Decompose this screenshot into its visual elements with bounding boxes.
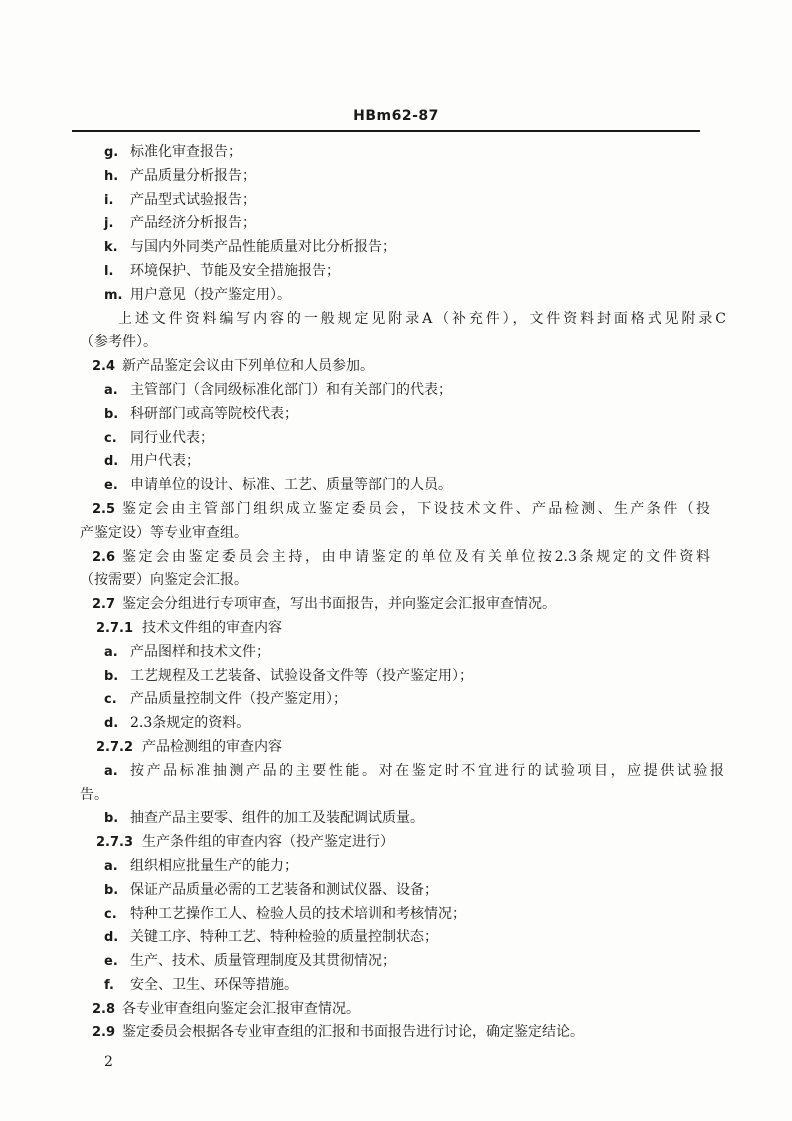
standard-code: HBm62-87 — [353, 108, 439, 124]
item-text: 产品质量分析报告； — [130, 167, 256, 184]
list-item-b — [0, 807, 792, 831]
item-label: a. — [104, 858, 118, 874]
item-text: 按产品标准抽测产品的主要性能。对在鉴定时不宜进行的试验项目，应提供试验报 — [130, 762, 724, 779]
item-label: a. — [104, 763, 118, 779]
list-item-a — [0, 641, 792, 665]
clause-number: 2.6 — [92, 549, 116, 565]
clause-continuation — [0, 569, 792, 593]
list-item-a — [0, 379, 792, 403]
clause-2-6 — [0, 546, 792, 570]
item-text: 产品图样和技术文件； — [130, 643, 270, 660]
page-number: 2 — [104, 1054, 113, 1070]
item-text: 2.3条规定的资料。 — [130, 715, 251, 732]
list-item-c — [0, 427, 792, 451]
clause-2-7-3 — [0, 831, 792, 855]
clause-2-7 — [0, 593, 792, 617]
list-item-d — [0, 926, 792, 950]
item-text: 组织相应批量生产的能力； — [130, 857, 298, 874]
item-label: c. — [104, 906, 117, 922]
item-label: a. — [104, 644, 118, 660]
clause-text: （按需要）向鉴定会汇报。 — [80, 572, 248, 589]
item-label: h. — [104, 168, 119, 184]
clause-text: 鉴定会分组进行专项审查，写出书面报告，并向鉴定会汇报审查情况。 — [122, 596, 556, 613]
item-text: 主管部门（含同级标准化部门）和有关部门的代表； — [130, 381, 452, 398]
item-label: i. — [104, 192, 114, 208]
clause-2-9 — [0, 1021, 792, 1045]
item-label: f. — [104, 977, 114, 993]
clause-text: 产鉴定设）等专业审查组。 — [80, 524, 248, 541]
clause-number: 2.7 — [92, 597, 116, 613]
item-label: c. — [104, 430, 117, 446]
item-text: 科研部门或高等院校代表； — [130, 405, 298, 422]
item-continuation — [0, 784, 792, 808]
item-text: 保证产品质量必需的工艺装备和测试仪器、设备； — [130, 881, 438, 898]
list-item-h — [0, 165, 792, 189]
list-item-j — [0, 212, 792, 236]
item-text: 申请单位的设计、标准、工艺、质量等部门的人员。 — [130, 477, 452, 494]
item-text: 标准化审查报告； — [130, 144, 242, 160]
paragraph-text: 上述文件资料编写内容的一般规定见附录A（补充件），文件资料封面格式见附录C — [118, 310, 726, 327]
list-item-f — [0, 974, 792, 998]
list-item-m — [0, 284, 792, 308]
clause-text: 鉴定会由主管部门组织成立鉴定委员会，下设技术文件、产品检测、生产条件（投 — [122, 500, 710, 517]
clause-number: 2.7.1 — [96, 620, 134, 636]
item-text: 生产、技术、质量管理制度及其贯彻情况； — [130, 953, 396, 970]
header-rule — [72, 130, 700, 132]
item-label: m. — [104, 287, 123, 303]
paragraph-continuation — [0, 331, 792, 355]
item-label: b. — [104, 406, 119, 422]
item-text: 用户代表； — [130, 453, 200, 470]
clause-continuation — [0, 522, 792, 546]
item-label: e. — [104, 478, 118, 494]
item-text: 与国内外同类产品性能质量对比分析报告； — [130, 239, 396, 256]
item-label: g. — [104, 145, 119, 160]
list-item-c — [0, 903, 792, 927]
item-text: 用户意见（投产鉴定用）。 — [130, 286, 291, 303]
clause-2-7-1 — [0, 617, 792, 641]
item-text: 特种工艺操作工人、检验人员的技术培训和考核情况； — [130, 905, 466, 922]
clause-text: 鉴定委员会根据各专业审查组的汇报和书面报告进行讨论，确定鉴定结论。 — [122, 1024, 584, 1041]
item-text: 产品型式试验报告； — [130, 191, 256, 208]
list-item-e — [0, 950, 792, 974]
clause-number: 2.4 — [92, 359, 116, 375]
item-label: b. — [104, 811, 119, 827]
item-label: k. — [104, 240, 118, 256]
list-item-e — [0, 474, 792, 498]
item-label: d. — [104, 930, 119, 946]
clause-2-4 — [0, 355, 792, 379]
list-item-a — [0, 760, 792, 784]
item-text: 产品质量控制文件（投产鉴定用）； — [130, 691, 347, 708]
list-item-d — [0, 712, 792, 736]
item-label: a. — [104, 382, 118, 398]
item-label: d. — [104, 716, 119, 732]
item-label: e. — [104, 954, 118, 970]
item-label: l. — [104, 263, 114, 279]
item-text: 产品经济分析报告； — [130, 215, 256, 232]
item-label: d. — [104, 454, 119, 470]
item-text: 抽查产品主要零、组件的加工及装配调试质量。 — [130, 810, 424, 827]
item-text: 安全、卫生、环保等措施。 — [130, 976, 298, 993]
clause-text: 鉴定会由鉴定委员会主持，由申请鉴定的单位及有关单位按2.3条规定的文件资料 — [122, 548, 710, 565]
list-item-k — [0, 236, 792, 260]
list-item-c — [0, 688, 792, 712]
clause-number: 2.5 — [92, 501, 116, 517]
clause-number: 2.9 — [92, 1025, 116, 1041]
clause-number: 2.7.2 — [96, 739, 134, 755]
item-text: 工艺规程及工艺装备、试验设备文件等（投产鉴定用）； — [130, 667, 473, 684]
paragraph-text: （参考件）。 — [80, 334, 157, 351]
item-text: 告。 — [80, 786, 108, 803]
item-text: 关键工序、特种工艺、特种检验的质量控制状态； — [130, 929, 438, 946]
clause-number: 2.7.3 — [96, 835, 134, 851]
item-label: b. — [104, 668, 119, 684]
list-item-b — [0, 879, 792, 903]
list-item-b — [0, 665, 792, 689]
clause-text: 生产条件组的审查内容（投产鉴定进行） — [142, 834, 394, 851]
list-item-d — [0, 450, 792, 474]
item-label: b. — [104, 882, 119, 898]
clause-text: 各专业审查组向鉴定会汇报审查情况。 — [122, 1000, 360, 1017]
clause-2-8 — [0, 998, 792, 1022]
list-item-b — [0, 403, 792, 427]
item-text: 同行业代表； — [130, 429, 214, 446]
item-text: 环境保护、节能及安全措施报告； — [130, 262, 340, 279]
clause-text: 技术文件组的审查内容 — [142, 619, 282, 636]
clause-text: 产品检测组的审查内容 — [142, 738, 282, 755]
clause-2-5 — [0, 498, 792, 522]
body-text — [0, 141, 792, 1045]
list-item-i — [0, 189, 792, 213]
list-item-g — [0, 141, 792, 165]
paragraph-appendix-note — [0, 308, 792, 332]
item-label: j. — [104, 216, 114, 232]
item-label: c. — [104, 692, 117, 708]
clause-text: 新产品鉴定会议由下列单位和人员参加。 — [122, 358, 374, 375]
list-item-l — [0, 260, 792, 284]
clause-2-7-2 — [0, 736, 792, 760]
clause-number: 2.8 — [92, 1001, 116, 1017]
list-item-a — [0, 855, 792, 879]
